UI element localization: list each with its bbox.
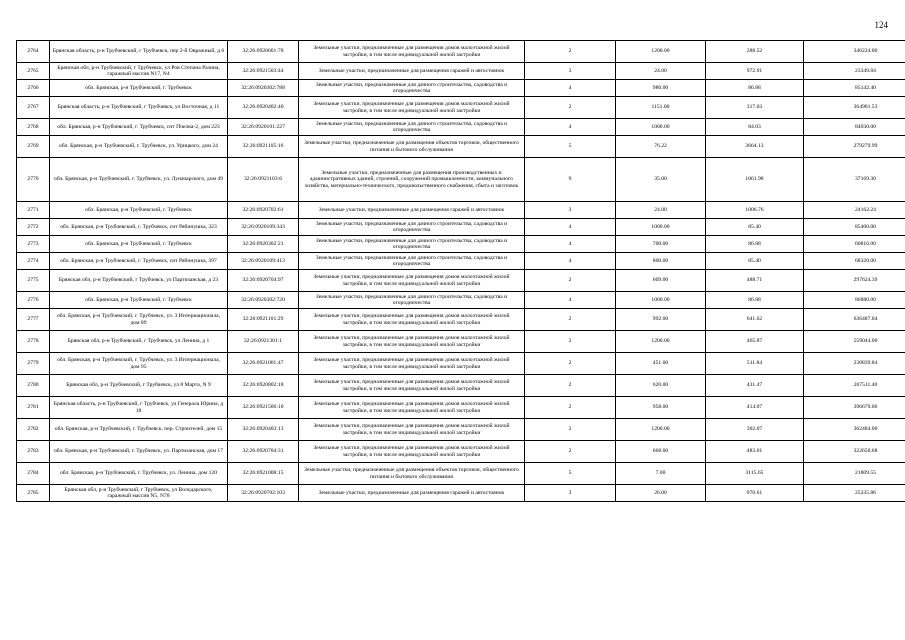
area-cell: 24.00 [616, 63, 706, 80]
row-number-cell: 2784 [17, 463, 50, 485]
unit-value-cell: 317.03 [706, 97, 804, 119]
address-cell: обл. Брянская, р-н Трубчевский, г. Трубчевск, пер. Строителей, дом 15 [50, 419, 228, 441]
unit-value-cell: 1006.76 [706, 202, 804, 219]
category-cell: 2 [525, 419, 616, 441]
address-cell: Брянская обл, р-н Трубчевский, г Трубчевск, ул Володарского, гаражный массив N5, N78 [50, 485, 228, 502]
row-number-cell: 2765 [17, 63, 50, 80]
area-cell: 668.00 [616, 441, 706, 463]
land-use-cell: Земельные участки, предназначенные для размещения гаражей и автостоянок [299, 485, 525, 502]
address-cell: обл. Брянская, р-н Трубчевский, г. Трубчевск [50, 236, 228, 253]
address-cell: Брянская область, р-н Трубчевский, г Трубчевск, ул Восточная, д 11 [50, 97, 228, 119]
area-cell: 992.00 [616, 309, 706, 331]
category-cell: 2 [525, 375, 616, 397]
cadastral-number-cell: 32:26:0920702:61 [228, 202, 299, 219]
unit-value-cell: 641.62 [706, 309, 804, 331]
cadastral-value-cell: 230839.84 [804, 353, 905, 375]
cadastral-value-cell: 86880.00 [804, 292, 905, 309]
land-use-cell: Земельные участки, предназначенные для размещения домов малоэтажной жилой застройки, в том числе индивидуальной жилой застройки [299, 270, 525, 292]
row-number-cell: 2775 [17, 270, 50, 292]
unit-value-cell: 465.87 [706, 331, 804, 353]
area-cell: 620.00 [616, 375, 706, 397]
land-use-cell: Земельные участки, предназначенные для дачного строительства, садоводства и огородничества [299, 80, 525, 97]
table-row [17, 236, 905, 253]
table-body [17, 41, 905, 502]
category-cell: 4 [525, 236, 616, 253]
cadastral-number-cell: 32:26:0920101:227 [228, 119, 299, 136]
address-cell: Брянская обл, р-н Трубчевский, г Трубчевск, ул Ров Степана Разина, гаражный массив N17, N4 [50, 63, 228, 80]
cadastral-number-cell: 32:26:0920402:40 [228, 97, 299, 119]
address-cell: обл. Брянская, р-н Трубчевский, г. Трубчевск, снт Рябинушка, 323 [50, 219, 228, 236]
cadastral-number-cell: 32:26:0920109:413 [228, 253, 299, 270]
row-number-cell: 2785 [17, 485, 50, 502]
table-row [17, 41, 905, 63]
cadastral-value-cell: 68320.00 [804, 253, 905, 270]
area-cell: 1000.00 [616, 219, 706, 236]
category-cell: 2 [525, 97, 616, 119]
cadastral-value-cell: 85400.00 [804, 219, 905, 236]
area-cell: 609.00 [616, 270, 706, 292]
category-cell: 4 [525, 80, 616, 97]
area-cell: 700.00 [616, 236, 706, 253]
land-use-cell: Земельные участки, предназначенные для размещения гаражей и автостоянок [299, 63, 525, 80]
page-number: 124 [874, 20, 888, 30]
table-row [17, 397, 905, 419]
unit-value-cell: 85.40 [706, 253, 804, 270]
address-cell: обл. Брянская, р-н Трубчевский, г. Трубчевск, ул. Ленина, дом 120 [50, 463, 228, 485]
address-cell: Брянская обл, р-н Трубчевский, г Трубчевск, ул 8 Марта, N 9 [50, 375, 228, 397]
area-cell: 1000.00 [616, 292, 706, 309]
row-number-cell: 2776 [17, 292, 50, 309]
cadastral-value-cell: 362484.00 [804, 419, 905, 441]
category-cell: 5 [525, 463, 616, 485]
category-cell: 4 [525, 219, 616, 236]
cadastral-value-cell: 85142.40 [804, 80, 905, 97]
category-cell: 9 [525, 158, 616, 202]
land-valuation-table [16, 40, 905, 502]
land-use-cell: Земельные участки, предназначенные для дачного строительства, садоводства и огородничества [299, 119, 525, 136]
land-use-cell: Земельные участки, предназначенные для размещения производственных и административных зданий, строений, сооружений промышленности, коммунального хозяйства, материально-технического, продовольственного снабжения, сбыта и заготовок [299, 158, 525, 202]
cadastral-number-cell: 32:26:0920601:78 [228, 41, 299, 63]
cadastral-value-cell: 60816.00 [804, 236, 905, 253]
land-use-cell: Земельные участки, предназначенные для размещения домов малоэтажной жилой застройки, в том числе индивидуальной жилой застройки [299, 419, 525, 441]
table-row [17, 253, 905, 270]
land-use-cell: Земельные участки, предназначенные для размещения домов малоэтажной жилой застройки, в том числе индивидуальной жилой застройки [299, 97, 525, 119]
address-cell: обл. Брянская, р-н Трубчевский, г. Трубчевск, ул. Партизанская, дом 17 [50, 441, 228, 463]
table-row [17, 375, 905, 397]
cadastral-number-cell: 32:26:0920302:21 [228, 236, 299, 253]
address-cell: обл. Брянская, р-н Трубчевский, г. Трубчевск, ул. 3 Интернационала, дом 89 [50, 309, 228, 331]
row-number-cell: 2767 [17, 97, 50, 119]
cadastral-value-cell: 297624.39 [804, 270, 905, 292]
category-cell: 2 [525, 309, 616, 331]
cadastral-value-cell: 37169.30 [804, 158, 905, 202]
table-row [17, 119, 905, 136]
land-use-cell: Земельные участки, предназначенные для размещения гаражей и автостоянок [299, 202, 525, 219]
land-use-cell: Земельные участки, предназначенные для размещения домов малоэтажной жилой застройки, в том числе индивидуальной жилой застройки [299, 441, 525, 463]
table-row [17, 353, 905, 375]
category-cell: 3 [525, 202, 616, 219]
unit-value-cell: 288.52 [706, 41, 804, 63]
area-cell: 1000.00 [616, 119, 706, 136]
land-use-cell: Земельные участки, предназначенные для размещения объектов торговли, общественного питания и бытового обслуживания [299, 463, 525, 485]
cadastral-value-cell: 346224.00 [804, 41, 905, 63]
unit-value-cell: 431.47 [706, 375, 804, 397]
land-use-cell: Земельные участки, предназначенные для дачного строительства, садоводства и огородничества [299, 219, 525, 236]
cadastral-number-cell: 32:26:0920302:788 [228, 80, 299, 97]
row-number-cell: 2782 [17, 419, 50, 441]
area-cell: 1151.00 [616, 97, 706, 119]
area-cell: 1200.00 [616, 419, 706, 441]
area-cell: 35.00 [616, 158, 706, 202]
category-cell: 4 [525, 253, 616, 270]
unit-value-cell: 85.40 [706, 219, 804, 236]
address-cell: обл. Брянская, р-н Трубчевский, г. Трубчевск, ул. 3 Интернационала, дом 95 [50, 353, 228, 375]
table-row [17, 441, 905, 463]
category-cell: 2 [525, 441, 616, 463]
land-use-cell: Земельные участки, предназначенные для размещения домов малоэтажной жилой застройки, в том числе индивидуальной жилой застройки [299, 41, 525, 63]
category-cell: 2 [525, 270, 616, 292]
unit-value-cell: 970.61 [706, 485, 804, 502]
land-use-cell: Земельные участки, предназначенные для размещения домов малоэтажной жилой застройки, в том числе индивидуальной жилой застройки [299, 331, 525, 353]
table-row [17, 331, 905, 353]
cadastral-value-cell: 636487.04 [804, 309, 905, 331]
unit-value-cell: 483.01 [706, 441, 804, 463]
area-cell: 26.00 [616, 485, 706, 502]
cadastral-number-cell: 32:26:0921001:47 [228, 353, 299, 375]
address-cell: Брянская обл, р-н Трубчевский, г Трубчевск, ул Ленина, д 1 [50, 331, 228, 353]
cadastral-value-cell: 364901.53 [804, 97, 905, 119]
category-cell: 4 [525, 292, 616, 309]
area-cell: 958.00 [616, 397, 706, 419]
unit-value-cell: 488.71 [706, 270, 804, 292]
row-number-cell: 2779 [17, 353, 50, 375]
area-cell: 800.00 [616, 253, 706, 270]
cadastral-number-cell: 32:26:0920302:720 [228, 292, 299, 309]
land-use-cell: Земельные участки, предназначенные для размещения домов малоэтажной жилой застройки, в том числе индивидуальной жилой застройки [299, 397, 525, 419]
cadastral-number-cell: 32:26:0921105:16 [228, 136, 299, 158]
row-number-cell: 2781 [17, 397, 50, 419]
row-number-cell: 2772 [17, 219, 50, 236]
table-row [17, 158, 905, 202]
row-number-cell: 2774 [17, 253, 50, 270]
address-cell: обл. Брянская, р-н Трубчевский, г. Трубчевск, снт Рябинушка, 397 [50, 253, 228, 270]
table-row [17, 270, 905, 292]
table-row [17, 202, 905, 219]
table-row [17, 309, 905, 331]
address-cell: Брянская область, р-н Трубчевский, г Трубчевск, ул Генерала Юрина, д 18 [50, 397, 228, 419]
table-row [17, 80, 905, 97]
area-cell: 76.22 [616, 136, 706, 158]
table-row [17, 419, 905, 441]
category-cell: 2 [525, 353, 616, 375]
category-cell: 5 [525, 136, 616, 158]
cadastral-value-cell: 23349.84 [804, 63, 905, 80]
land-use-cell: Земельные участки, предназначенные для дачного строительства, садоводства и огородничества [299, 236, 525, 253]
unit-value-cell: 3664.13 [706, 136, 804, 158]
table-row [17, 63, 905, 80]
table-row [17, 292, 905, 309]
category-cell: 2 [525, 397, 616, 419]
cadastral-number-cell: 32:26:0921103:6 [228, 158, 299, 202]
cadastral-value-cell: 24162.24 [804, 202, 905, 219]
cadastral-number-cell: 32:26:0921503:44 [228, 63, 299, 80]
row-number-cell: 2778 [17, 331, 50, 353]
cadastral-value-cell: 279279.99 [804, 136, 905, 158]
cadastral-number-cell: 32:26:0920704:97 [228, 270, 299, 292]
table-row [17, 485, 905, 502]
address-cell: обл. Брянская, р-н Трубчевский, г. Трубчевск [50, 202, 228, 219]
category-cell: 2 [525, 41, 616, 63]
row-number-cell: 2769 [17, 136, 50, 158]
area-cell: 24.00 [616, 202, 706, 219]
address-cell: обл. Брянская, р-н Трубчевский, г. Трубчевск [50, 80, 228, 97]
category-cell: 3 [525, 485, 616, 502]
area-cell: 1200.00 [616, 331, 706, 353]
row-number-cell: 2768 [17, 119, 50, 136]
row-number-cell: 2771 [17, 202, 50, 219]
address-cell: Брянская область, р-н Трубчевский, г Трубчевск, пер 2-й Овражный, д 6 [50, 41, 228, 63]
address-cell: обл. Брянская, р-н Трубчевский, г. Трубчевск, ул. Луначарского, дом 49 [50, 158, 228, 202]
address-cell: Брянская обл, р-н Трубчевский, г Трубчевск, ул Партизанская, д 23 [50, 270, 228, 292]
cadastral-number-cell: 32:26:0920702:103 [228, 485, 299, 502]
cadastral-number-cell: 32:26:0920802:18 [228, 375, 299, 397]
category-cell: 2 [525, 331, 616, 353]
row-number-cell: 2766 [17, 80, 50, 97]
land-use-cell: Земельные участки, предназначенные для дачного строительства, садоводства и огородничества [299, 253, 525, 270]
address-cell: обл. Брянская, р-н Трубчевский, г. Трубчевск, снт Пчелка-2, дом 223 [50, 119, 228, 136]
row-number-cell: 2783 [17, 441, 50, 463]
row-number-cell: 2780 [17, 375, 50, 397]
table-row [17, 136, 905, 158]
land-use-cell: Земельные участки, предназначенные для дачного строительства, садоводства и огородничества [299, 292, 525, 309]
land-use-cell: Земельные участки, предназначенные для размещения домов малоэтажной жилой застройки, в том числе индивидуальной жилой застройки [299, 353, 525, 375]
cadastral-value-cell: 322650.68 [804, 441, 905, 463]
area-cell: 7.00 [616, 463, 706, 485]
table-row [17, 219, 905, 236]
cadastral-number-cell: 32:26:0920704:31 [228, 441, 299, 463]
land-use-cell: Земельные участки, предназначенные для размещения объектов торговли, общественного питания и бытового обслуживания [299, 136, 525, 158]
unit-value-cell: 414.07 [706, 397, 804, 419]
cadastral-number-cell: 32:26:0920109:343 [228, 219, 299, 236]
row-number-cell: 2764 [17, 41, 50, 63]
row-number-cell: 2777 [17, 309, 50, 331]
cadastral-value-cell: 21809.55 [804, 463, 905, 485]
cadastral-value-cell: 396679.06 [804, 397, 905, 419]
address-cell: обл. Брянская, р-н Трубчевский, г. Трубчевск, ул. Урицкого, дом 24 [50, 136, 228, 158]
address-cell: обл. Брянская, р-н Трубчевский, г. Трубчевск [50, 292, 228, 309]
unit-value-cell: 972.91 [706, 63, 804, 80]
unit-value-cell: 84.03 [706, 119, 804, 136]
row-number-cell: 2770 [17, 158, 50, 202]
cadastral-number-cell: 32:26:0921008:15 [228, 463, 299, 485]
cadastral-value-cell: 267511.40 [804, 375, 905, 397]
category-cell: 3 [525, 63, 616, 80]
land-use-cell: Земельные участки, предназначенные для размещения домов малоэтажной жилой застройки, в том числе индивидуальной жилой застройки [299, 309, 525, 331]
unit-value-cell: 302.07 [706, 419, 804, 441]
table-row [17, 463, 905, 485]
cadastral-number-cell: 32:26:0920403:13 [228, 419, 299, 441]
unit-value-cell: 86.88 [706, 80, 804, 97]
unit-value-cell: 86.88 [706, 292, 804, 309]
area-cell: 1200.00 [616, 41, 706, 63]
category-cell: 4 [525, 119, 616, 136]
unit-value-cell: 511.84 [706, 353, 804, 375]
unit-value-cell: 86.88 [706, 236, 804, 253]
cadastral-value-cell: 84030.00 [804, 119, 905, 136]
row-number-cell: 2773 [17, 236, 50, 253]
cadastral-value-cell: 25235.86 [804, 485, 905, 502]
land-use-cell: Земельные участки, предназначенные для размещения домов малоэтажной жилой застройки, в том числе индивидуальной жилой застройки [299, 375, 525, 397]
cadastral-value-cell: 559044.00 [804, 331, 905, 353]
cadastral-number-cell: 32:26:0921506:10 [228, 397, 299, 419]
table-row [17, 97, 905, 119]
unit-value-cell: 1061.98 [706, 158, 804, 202]
cadastral-number-cell: 32:26:0921101:29 [228, 309, 299, 331]
area-cell: 980.00 [616, 80, 706, 97]
cadastral-number-cell: 32:26:0921301:1 [228, 331, 299, 353]
unit-value-cell: 3115.65 [706, 463, 804, 485]
area-cell: 451.00 [616, 353, 706, 375]
